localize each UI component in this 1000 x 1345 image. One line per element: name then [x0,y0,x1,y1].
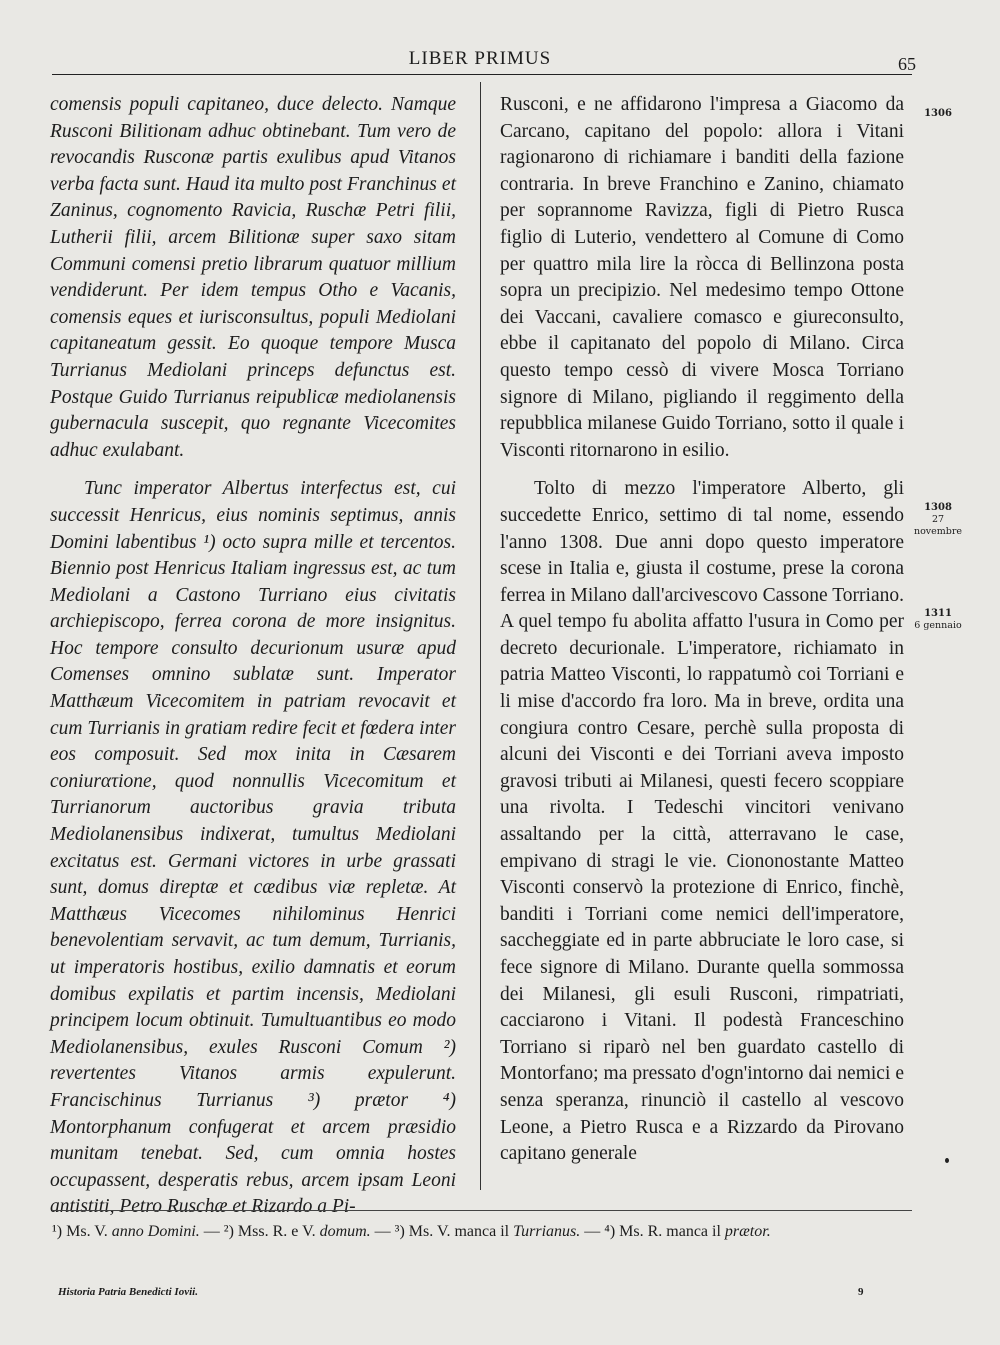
footnotes [52,1222,892,1242]
footnote-separator: — [584,1223,601,1240]
footnote-separator: — [203,1223,220,1240]
sheet-number: 9 [858,1286,864,1298]
latin-column [50,92,456,1221]
latin-paragraph-2: Tunc imperator Albertus interfectus est, cui successit Henricus, eius nominis septimus, annis Domini labentibus ¹) octo supra mille et tercentos. Biennio post Henricus Italiam ingressus est, ac tum Mediolani a Castono Turriano eius civitatis archiepiscopo, ferrea corona de more insignitus. Hoc tempore consulto decurionum usuræ apud Comenses omnino sublatæ sunt. Imperator Matthæum Vicecomitem in patriam revocavit et cum Turrianis in gratiam redire fecit et fœdera inter eos composuit. Sed mox inita in Cæsarem coniurατione, quod nonnullis Vicecomitum et Turrianorum auctoribus gravia tributa Mediolanensibus indixerat, tumultus Mediolani excitatus est. Germani victores in urbe grassati sunt, domus direptæ et cædibus viæ repletæ. At Matthæus Vicecomes nihilominus Henrici benevolentiam servavit, ac tum demum, Turrianis, ut imperatoris hostibus, exilio damnatis et eorum domibus expilatis et partim incensis, Mediolani principem locum obtinuit. Tumultuantibus eo modo Mediolanensibus, exules Rusconi Comum ²) revertentes Vitanos armis expulerunt. Francischinus Turrianus ³) prætor ⁴) Montorphanum confugerat et arcem præsidio munitam tenebat. Sed, cum omnia hostes occupassent, desperatis rebus, arcem ipsam Leoni antistiti, Petro Ruschæ et Rizardo a Pi- [50,478,456,1218]
footnote-2: ²) Mss. R. e V. domum. [223,1223,371,1240]
running-head: LIBER PRIMUS [408,48,552,69]
margin-note-1311 [908,608,968,632]
footnote-rule [52,1210,912,1211]
footnote-3: ³) Ms. V. manca il Turrianus. [394,1223,581,1240]
italian-paragraph-1: Rusconi, e ne affidarono l'impresa a Giacomo da Carcano, capitano del popolo: allora i Vitani ragionarono di richiamare i banditi della fazione contraria. In breve Franchino e Zanino, chiamato per soprannome Ravizza, figli di Pietro Rusca figlio di Luterio, vendettero al Comune di Como per quattro mila lire la ròcca di Bellinzona posta sopra un precipizio. Nel medesimo tempo Ottone dei Vaccani, cavaliere comasco e giureconsulto, ebbe il capitanato del popolo di Milano. Circa questo tempo cessò di vivere Mosca Torriano signore di Milano, pigliando il reggimento della repubblica milanese Guido Torriano, sotto il quale i Visconti ritornarono in esilio. [500,94,904,461]
header-rule [52,74,912,75]
signature-line: Historia Patria Benedicti Iovii. [58,1286,198,1298]
footnote-1: ¹) Ms. V. anno Domini. [52,1223,200,1240]
italian-column [500,92,904,1168]
margin-note-1308 [908,502,968,538]
latin-paragraph-1: comensis populi capitaneo, duce delecto. Namque Rusconi Bilitionam adhuc obtinebant. Tum vero de revocandis Rusconæ partis exulibus apud Vitanos verba facta sunt. Haud ita multo post Franchinus et Zaninus, cognomento Ravicia, Ruschæ Petri filii, Lutherii filii, arcem Bilitionæ super saxo sitam Communi comensi pretio librarum quatuor millium vendiderunt. Per idem tempus Otho e Vacanis, comensis eques et iurisconsultus, populi Mediolani capitaneatum gessit. Eo quoque tempore Musca Turrianus Mediolani princeps defunctus est. Postque Guido Turrianus reipublicæ mediolanensis gubernacula suscepit, quo regnante Vicecomites adhuc exulabant. [50,94,456,461]
margin-note-date: 6 gennaio [914,620,962,631]
footnote-separator: — [374,1223,391,1240]
margin-note-1306 [908,108,968,120]
italian-paragraph-2: Tolto di mezzo l'imperatore Alberto, gli succedette Enrico, settimo di tal nome, essendo l'anno 1308. Due anni dopo questo imperatore scese in Italia e, giusta il costume, prese la corona ferrea in Milano dall'arcivescovo Cassone Torriano. A quel tempo fu abolita affatto l'usura in Como per decreto decurionale. L'imperatore, richiamato in patria Matteo Visconti, lo rappatumò coi Torriani e li mise d'accordo fra loro. Ma in breve, ordita una congiura contro Cesare, perchè sulla proposta di alcuni dei Visconti e dei Torriani aveva imposto gravosi tributi ai Milanesi, questi fecero scoppiare una rivolta. I Tedeschi vincitori venivano assaltando per la città, atterravano le case, empivano di stragi le vie. Ciononostante Matteo Visconti conservò la protezione di Enrico, finchè, banditi i Torriani come nemici dell'imperatore, saccheggiate ed in parte abbruciate le loro case, si fece signore di Milano. Durante quella sommossa dei Milanesi, gli esuli Rusconi, rimpatriati, cacciarono i Vitani. Il podestà Franceschino Torriano si riparò nel ben guardato castello di Montorfano; ma pressato d'ogn'intorno dai nemici e senza speranza, rinunciò il castello al vescovo Leone, a Pietro Rusca e a Rizzardo da Pirovano capitano generale [500,478,904,1165]
margin-note-year: 1311 [924,608,952,619]
page-number: 65 [898,54,916,74]
column-divider [480,82,481,1190]
margin-note-year: 1308 [924,502,952,513]
footnote-4: ⁴) Ms. R. manca il prætor. [604,1223,771,1240]
margin-note-year: 1306 [924,108,952,119]
ink-speck [945,1158,949,1163]
margin-note-date: 27 novembre [913,514,963,537]
